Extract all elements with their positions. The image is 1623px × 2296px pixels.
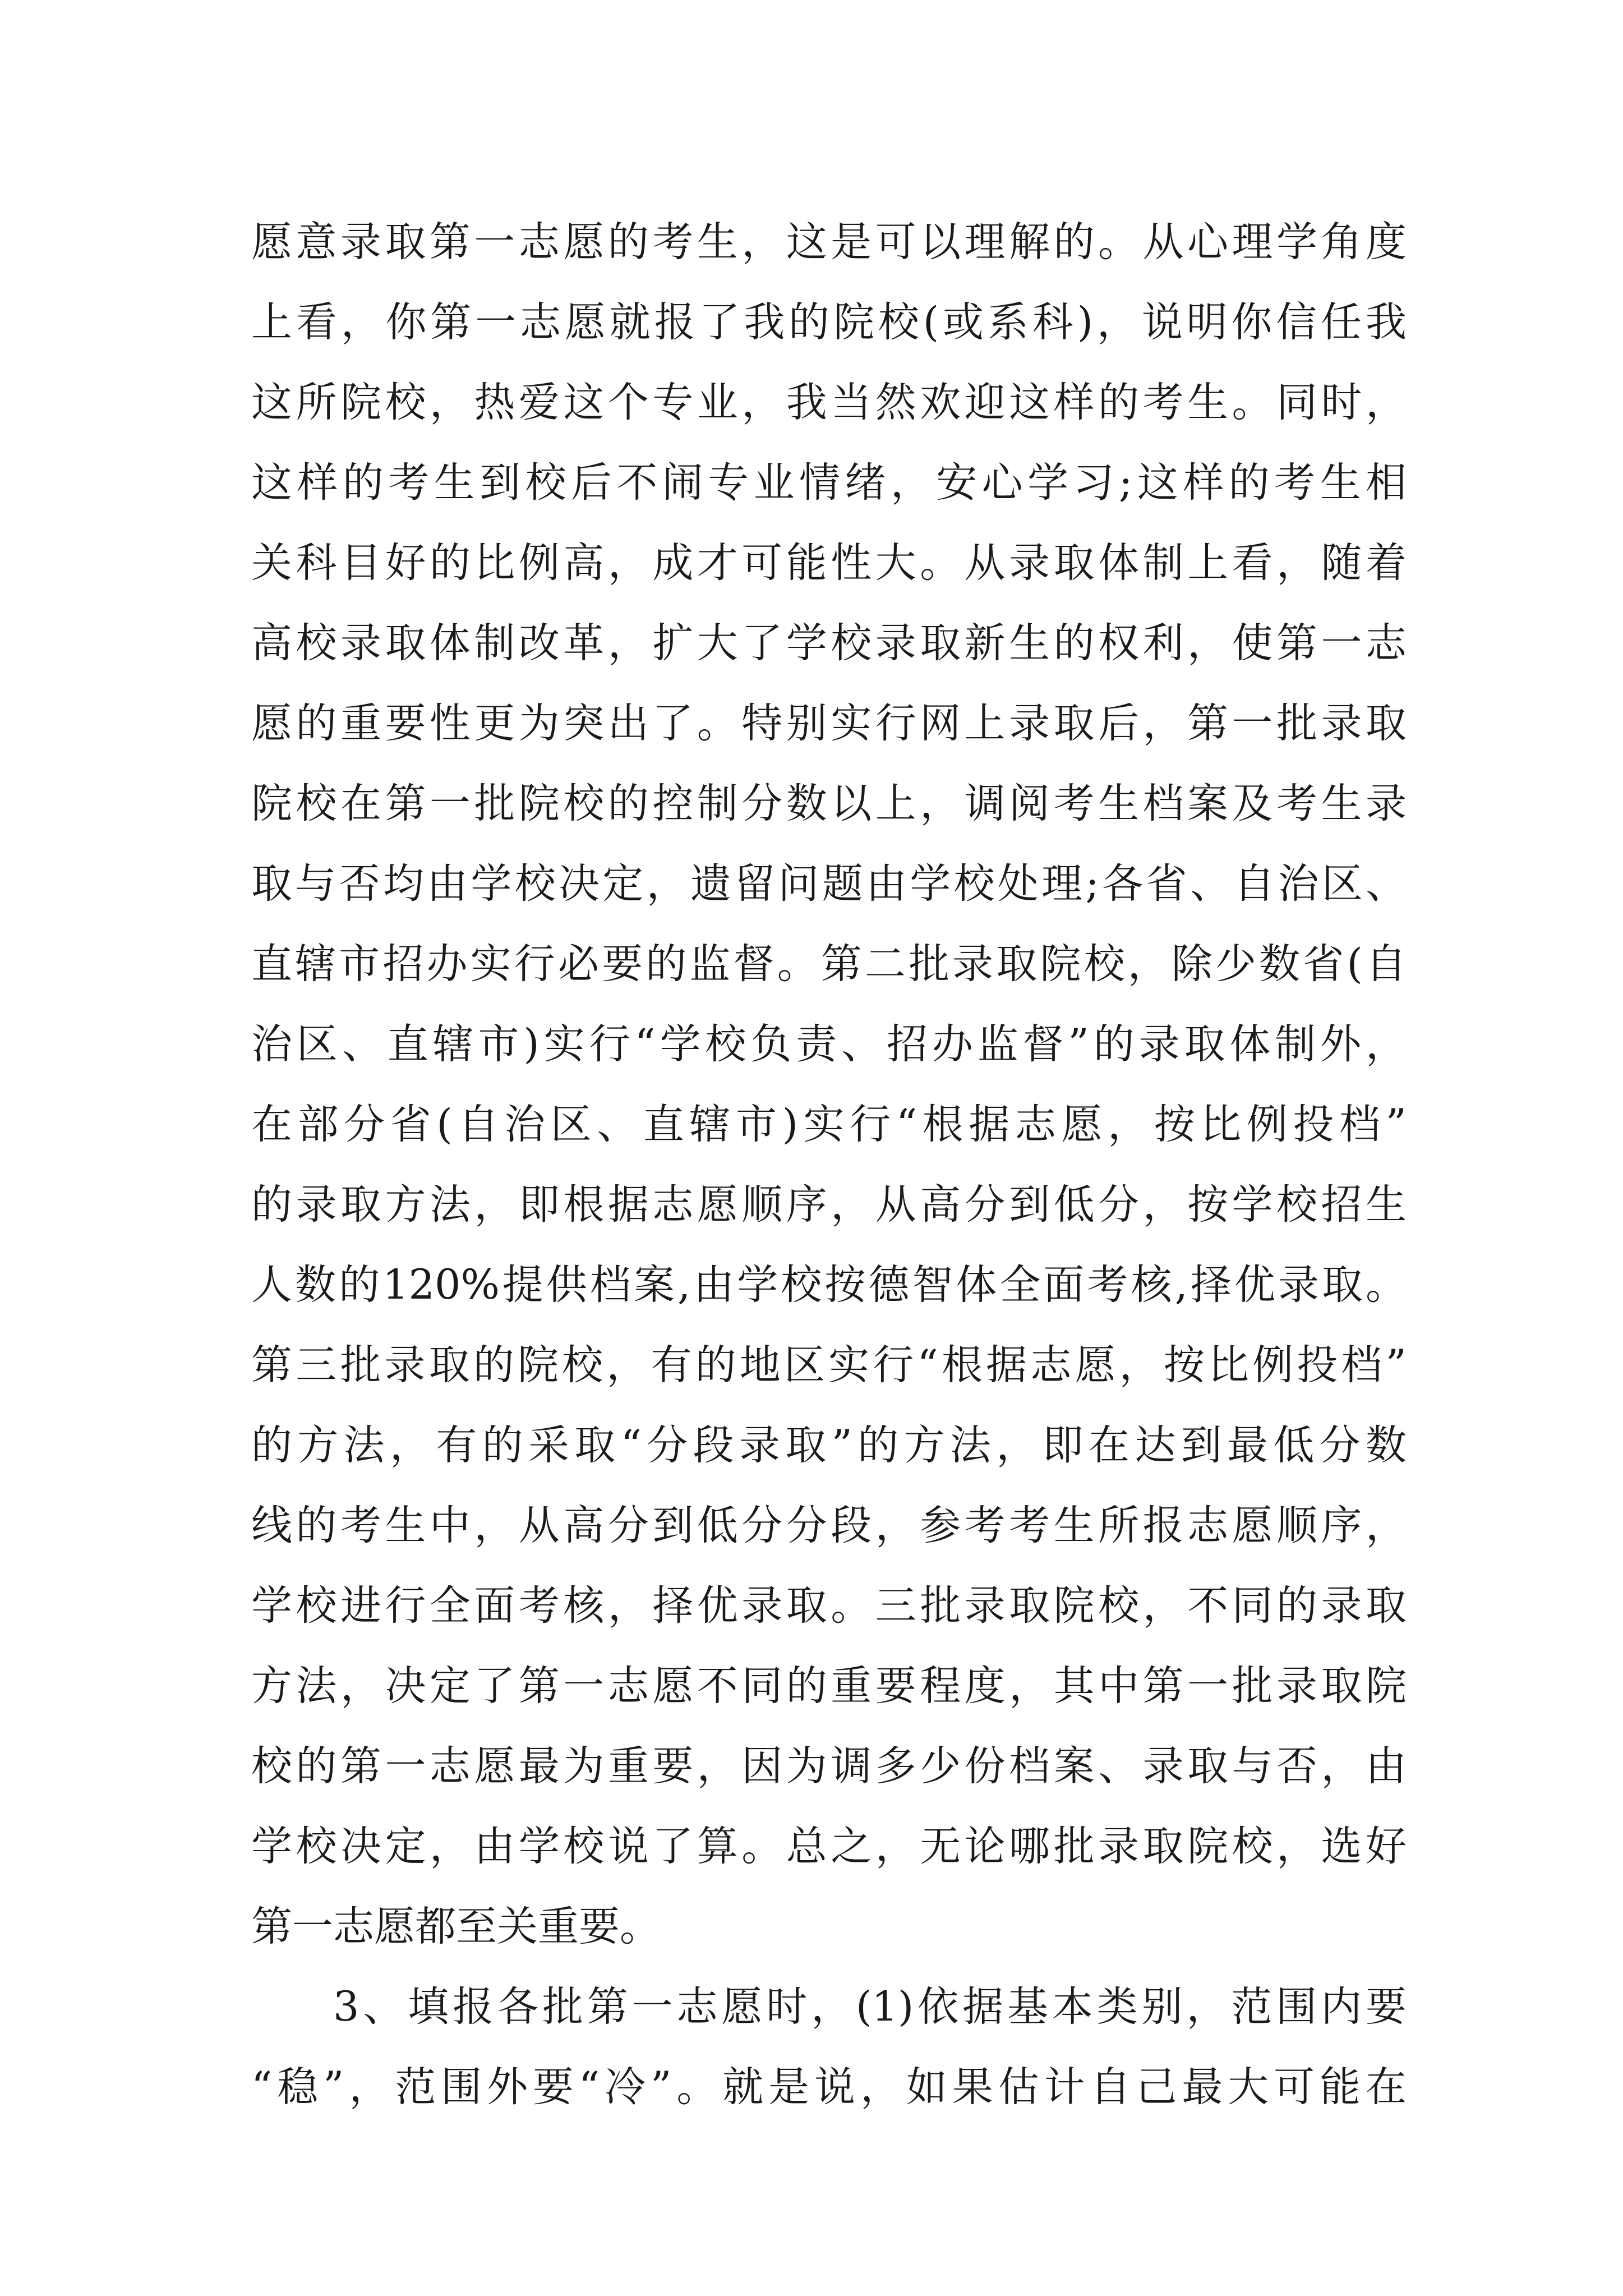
text-line: 学校决定，由学校说了算。总之，无论哪批录取院校，选好 bbox=[251, 1823, 1407, 1870]
text-line: 的方法，有的采取“分段录取”的方法，即在达到最低分数 bbox=[251, 1421, 1407, 1469]
text-line: 院校在第一批院校的控制分数以上，调阅考生档案及考生录 bbox=[251, 780, 1407, 827]
text-line: 的录取方法，即根据志愿顺序，从高分到低分，按学校招生 bbox=[251, 1181, 1407, 1228]
text-line: 在部分省(自治区、直辖市)实行“根据志愿，按比例投档” bbox=[251, 1101, 1407, 1148]
text-line: 线的考生中，从高分到低分分段，参考考生所报志愿顺序， bbox=[251, 1502, 1407, 1549]
text-line: 第三批录取的院校，有的地区实行“根据志愿，按比例投档” bbox=[251, 1341, 1407, 1389]
text-line: 人数的120%提供档案,由学校按德智体全面考核,择优录取。 bbox=[251, 1261, 1407, 1309]
text-line: 这所院校，热爱这个专业，我当然欢迎这样的考生。同时， bbox=[251, 379, 1407, 426]
text-line: 3、填报各批第一志愿时，(1)依据基本类别，范围内要 bbox=[333, 1983, 1407, 2031]
body-text bbox=[251, 202, 1407, 2127]
text-line: 高校录取体制改革，扩大了学校录取新生的权利，使第一志 bbox=[251, 619, 1407, 667]
text-line: 校的第一志愿最为重要，因为调多少份档案、录取与否，由 bbox=[251, 1742, 1407, 1790]
text-line: 取与否均由学校决定，遗留问题由学校处理;各省、自治区、 bbox=[251, 860, 1407, 908]
text-line: 上看，你第一志愿就报了我的院校(或系科)，说明你信任我 bbox=[251, 298, 1407, 346]
text-line: 愿的重要性更为突出了。特别实行网上录取后，第一批录取 bbox=[251, 700, 1407, 747]
text-line: 治区、直辖市)实行“学校负责、招办监督”的录取体制外， bbox=[251, 1020, 1407, 1068]
text-line: 直辖市招办实行必要的监督。第二批录取院校，除少数省(自 bbox=[251, 940, 1407, 988]
text-line: 愿意录取第一志愿的考生，这是可以理解的。从心理学角度 bbox=[251, 218, 1407, 266]
text-line: 学校进行全面考核，择优录取。三批录取院校，不同的录取 bbox=[251, 1582, 1407, 1630]
text-line: 这样的考生到校后不闹专业情绪，安心学习;这样的考生相 bbox=[251, 459, 1407, 507]
text-line: 关科目好的比例高，成才可能性大。从录取体制上看，随着 bbox=[251, 539, 1407, 587]
text-line: “稳”，范围外要“冷”。就是说，如果估计自己最大可能在 bbox=[251, 2063, 1407, 2111]
text-line: 第一志愿都至关重要。 bbox=[251, 1903, 661, 1950]
text-line: 方法，决定了第一志愿不同的重要程度，其中第一批录取院 bbox=[251, 1662, 1407, 1710]
